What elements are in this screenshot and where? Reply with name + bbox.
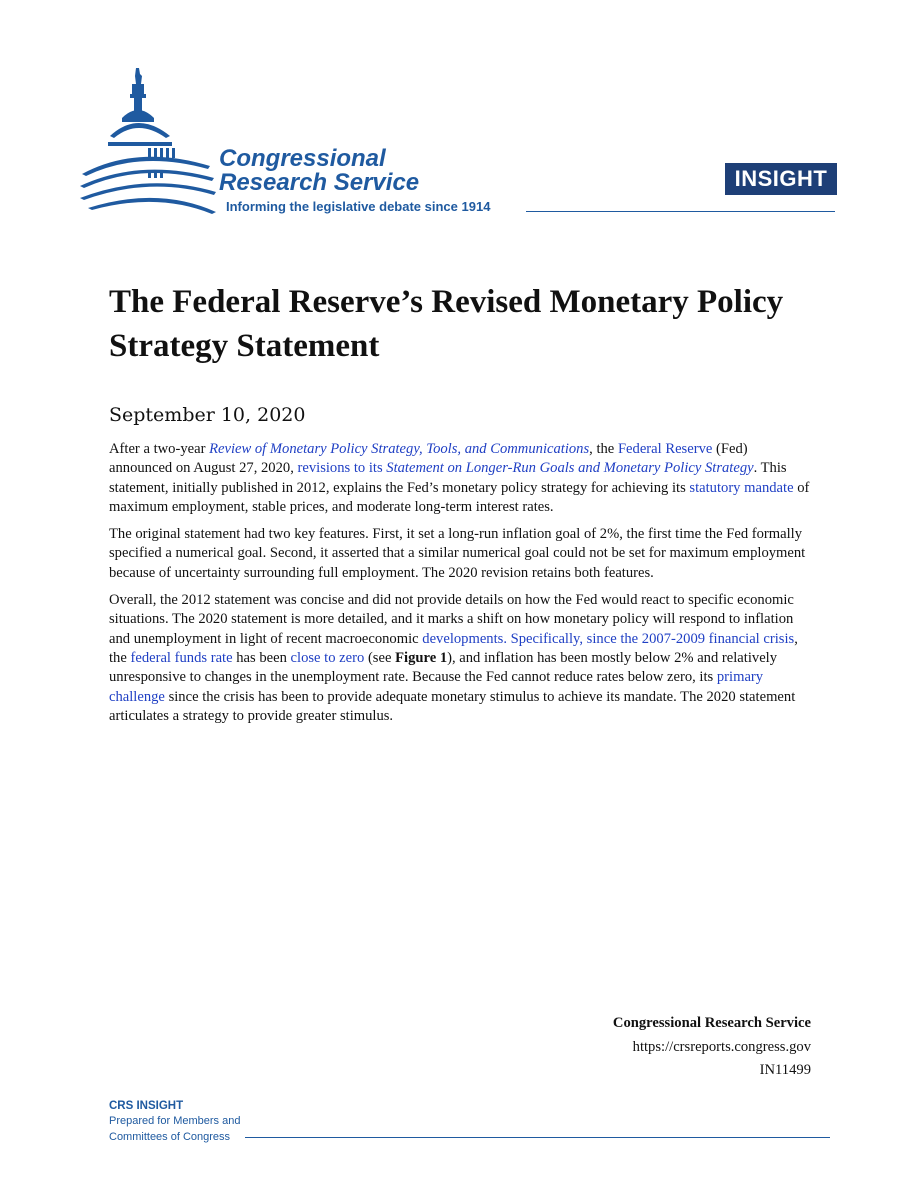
- text-run: of maximum employment, stable prices, and moderate long-term interest rates.: [109, 479, 810, 515]
- paragraph-1: [109, 440, 811, 517]
- header-rule: [526, 211, 835, 212]
- capitol-dome-logo: [78, 62, 218, 217]
- crs-info-block: [613, 1012, 811, 1083]
- text-run: (see: [364, 649, 396, 666]
- paragraph-2: The original statement had two key features. First, it set a long-run inflation goal of 2%, the first time the Fed formally specified a numerical goal. Second, it asserted that a similar numerical goal could not be set for maximum employment because of uncertainty surrounding full employment. The 2020 revision retains both features.: [109, 526, 806, 581]
- text-run: Overall, the 2012 statement was concise and did not provide details on how the Fed would react to specific economic situations. The 2020 statement is more detailed, and it marks a shift on how monetary policy will respond to inflation and unemployment in light of recent macroeconomic: [109, 592, 794, 647]
- text-run: , the: [109, 630, 798, 666]
- document-title: The Federal Reserve’s Revised Monetary Policy Strategy Statement: [109, 284, 784, 364]
- report-id: IN11499: [759, 1062, 811, 1078]
- text-run: , the: [589, 441, 618, 457]
- link-text: revisions to its: [297, 460, 387, 477]
- link-text-italic: Statement on Longer-Run Goals and Monetary Policy Strategy: [386, 460, 754, 477]
- link-revisions-statement[interactable]: [298, 460, 754, 476]
- link-review-monetary-policy[interactable]: Review of Monetary Policy Strategy, Tools, and Communications: [209, 441, 590, 457]
- text-run: ), and inflation has been mostly below 2% and relatively unresponsive to changes in the unemployment rate. Because the Fed cannot reduce rates below zero, its: [109, 649, 778, 686]
- text-run: (Fed) announced on August 27, 2020,: [109, 441, 748, 477]
- logo-wordmark-line1: Congressional: [219, 145, 386, 172]
- link-developments[interactable]: developments.: [422, 630, 507, 647]
- text-run: has been: [232, 649, 291, 666]
- logo-tagline: Informing the legislative debate since 1914: [226, 199, 491, 214]
- link-statutory-mandate[interactable]: statutory mandate: [689, 479, 794, 496]
- footer-rule: [245, 1137, 830, 1138]
- logo-wordmark-line2: Research Service: [219, 169, 420, 196]
- figure-reference: Figure 1: [395, 649, 448, 666]
- link-federal-reserve[interactable]: Federal Reserve: [617, 441, 713, 457]
- crs-url[interactable]: https://crsreports.congress.gov: [632, 1038, 811, 1055]
- link-close-to-zero[interactable]: close to zero: [290, 649, 365, 666]
- link-financial-crisis[interactable]: Specifically, since the 2007-2009 financial crisis: [510, 630, 795, 647]
- link-primary-challenge[interactable]: primary challenge: [109, 669, 764, 705]
- document-body: [109, 440, 811, 734]
- footer-title: CRS INSIGHT: [109, 1100, 184, 1112]
- text-run: . This statement, initially published in 2012, explains the Fed’s monetary policy strategy for achieving its: [109, 460, 787, 496]
- link-federal-funds-rate[interactable]: federal funds rate: [130, 649, 233, 666]
- insight-badge: INSIGHT: [725, 163, 837, 195]
- crs-org-name: Congressional Research Service: [612, 1015, 811, 1031]
- text-run: After a two-year: [109, 441, 210, 457]
- footer-line-2: Committees of Congress: [109, 1131, 231, 1143]
- footer-line-1: Prepared for Members and: [109, 1115, 241, 1127]
- footer: [109, 1099, 240, 1145]
- text-run: since the crisis has been to provide adequate monetary stimulus to achieve its mandate. The 2020 statement articulates a strategy to provide greater stimulus.: [109, 688, 796, 724]
- paragraph-3: [109, 591, 811, 726]
- publication-date: September 10, 2020: [109, 404, 306, 426]
